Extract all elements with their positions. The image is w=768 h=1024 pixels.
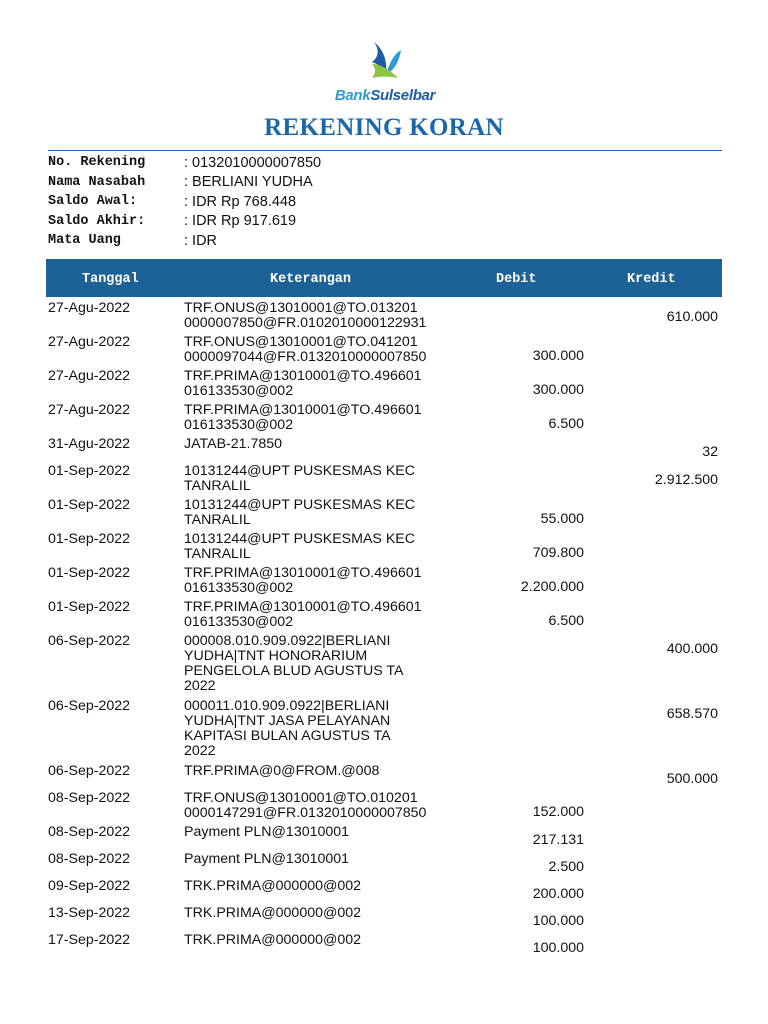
info-row-closing-balance — [48, 212, 321, 232]
transaction-date: 08-Sep-2022 — [48, 790, 131, 806]
transaction-date: 27-Agu-2022 — [48, 334, 131, 350]
debit-amount: 100.000 — [532, 913, 584, 929]
credit-amount: 610.000 — [666, 309, 718, 325]
table-row — [48, 335, 724, 369]
description-line: 016133530@002 — [184, 614, 294, 630]
table-row — [48, 403, 724, 437]
table-row — [48, 301, 724, 335]
column-header-credit: Kredit — [627, 272, 676, 287]
transaction-date: 27-Agu-2022 — [48, 300, 131, 316]
account-number-label: No. Rekening — [48, 155, 146, 171]
bank-logo — [330, 40, 440, 106]
transaction-description — [184, 532, 474, 562]
column-header-date: Tanggal — [82, 272, 139, 287]
transaction-date: 27-Agu-2022 — [48, 402, 131, 418]
debit-amount: 152.000 — [532, 804, 584, 820]
description-line: PENGELOLA BLUD AGUSTUS TA — [184, 663, 404, 679]
description-line: 10131244@UPT PUSKESMAS KEC — [184, 531, 416, 547]
table-row — [48, 464, 724, 498]
description-line: TRF.ONUS@13010001@TO.041201 — [184, 334, 418, 350]
transactions-table-body — [48, 301, 724, 960]
description-line: 10131244@UPT PUSKESMAS KEC — [184, 497, 416, 513]
customer-name-label: Nama Nasabah — [48, 174, 146, 190]
description-line: JATAB-21.7850 — [184, 436, 283, 452]
transaction-description — [184, 791, 474, 821]
transaction-description — [184, 600, 474, 630]
description-line: TRK.PRIMA@000000@002 — [184, 932, 362, 948]
transaction-description — [184, 301, 474, 331]
column-header-description: Keterangan — [270, 272, 352, 287]
table-row — [48, 532, 724, 566]
transaction-description — [184, 566, 474, 596]
table-row — [48, 437, 724, 464]
closing-balance-value: : IDR Rp 917.619 — [184, 213, 297, 230]
credit-amount: 658.570 — [666, 706, 718, 722]
description-line: 016133530@002 — [184, 417, 294, 433]
table-row — [48, 600, 724, 634]
description-line: 2022 — [184, 743, 216, 759]
table-row — [48, 566, 724, 600]
description-line: YUDHA|TNT HONORARIUM — [184, 648, 368, 664]
transaction-date: 01-Sep-2022 — [48, 531, 131, 547]
transaction-date: 08-Sep-2022 — [48, 824, 131, 840]
description-line: 000008.010.909.0922|BERLIANI — [184, 633, 391, 649]
currency-label: Mata Uang — [48, 233, 121, 249]
title-divider — [48, 150, 722, 151]
transaction-date: 31-Agu-2022 — [48, 436, 131, 452]
description-line: 10131244@UPT PUSKESMAS KEC — [184, 463, 416, 479]
description-line: TRF.PRIMA@13010001@TO.496601 — [184, 368, 422, 384]
description-line: TANRALIL — [184, 478, 251, 494]
customer-name-value: : BERLIANI YUDHA — [184, 174, 313, 191]
transaction-description — [184, 335, 474, 365]
table-row — [48, 791, 724, 825]
table-row — [48, 369, 724, 403]
description-line: 2022 — [184, 678, 216, 694]
description-line: YUDHA|TNT JASA PELAYANAN — [184, 713, 391, 729]
opening-balance-label: Saldo Awal: — [48, 194, 138, 210]
transaction-date: 06-Sep-2022 — [48, 633, 131, 649]
transaction-date: 01-Sep-2022 — [48, 565, 131, 581]
description-line: TRF.ONUS@13010001@TO.013201 — [184, 300, 418, 316]
transaction-description — [184, 764, 474, 779]
table-row — [48, 825, 724, 852]
transaction-description — [184, 498, 474, 528]
description-line: TRF.PRIMA@13010001@TO.496601 — [184, 402, 422, 418]
description-line: 016133530@002 — [184, 580, 294, 596]
description-line: TRK.PRIMA@000000@002 — [184, 905, 362, 921]
table-row — [48, 852, 724, 879]
transaction-description — [184, 403, 474, 433]
transaction-date: 01-Sep-2022 — [48, 497, 131, 513]
debit-amount: 2.500 — [548, 859, 584, 875]
bank-logo-text: BankSulselbar — [334, 87, 436, 104]
description-line: KAPITASI BULAN AGUSTUS TA — [184, 728, 391, 744]
currency-value: : IDR — [184, 232, 218, 249]
transaction-description — [184, 852, 474, 867]
description-line: TANRALIL — [184, 512, 251, 528]
debit-amount: 100.000 — [532, 940, 584, 956]
debit-amount: 6.500 — [548, 416, 584, 432]
credit-amount: 400.000 — [666, 641, 718, 657]
transaction-date: 13-Sep-2022 — [48, 905, 131, 921]
transaction-date: 06-Sep-2022 — [48, 763, 131, 779]
transaction-date: 06-Sep-2022 — [48, 698, 131, 714]
transaction-description — [184, 906, 474, 921]
transaction-description — [184, 933, 474, 948]
transaction-description — [184, 464, 474, 494]
transactions-table-header — [46, 259, 722, 297]
transaction-description — [184, 634, 474, 694]
transaction-description — [184, 699, 474, 759]
transaction-description — [184, 825, 474, 840]
opening-balance-value: : IDR Rp 768.448 — [184, 193, 297, 210]
table-row — [48, 933, 724, 960]
debit-amount: 300.000 — [532, 382, 584, 398]
description-line: 000011.010.909.0922|BERLIANI — [184, 698, 390, 714]
description-line: TANRALIL — [184, 546, 251, 562]
description-line: TRF.PRIMA@0@FROM.@008 — [184, 763, 380, 779]
description-line: TRF.PRIMA@13010001@TO.496601 — [184, 599, 422, 615]
info-row-opening-balance — [48, 192, 321, 212]
description-line: 016133530@002 — [184, 383, 294, 399]
column-header-debit: Debit — [496, 272, 537, 287]
transaction-date: 01-Sep-2022 — [48, 599, 131, 615]
transaction-date: 08-Sep-2022 — [48, 851, 131, 867]
description-line: TRK.PRIMA@000000@002 — [184, 878, 362, 894]
table-row — [48, 699, 724, 764]
credit-amount: 32 — [702, 444, 718, 460]
page-title: REKENING KORAN — [264, 114, 504, 141]
debit-amount: 200.000 — [532, 886, 584, 902]
debit-amount: 55.000 — [540, 511, 584, 527]
debit-amount: 709.800 — [532, 545, 584, 561]
description-line: Payment PLN@13010001 — [184, 824, 350, 840]
account-number-value: : 0132010000007850 — [184, 154, 322, 171]
debit-amount: 2.200.000 — [520, 579, 584, 595]
credit-amount: 2.912.500 — [654, 472, 718, 488]
description-line: TRF.ONUS@13010001@TO.010201 — [184, 790, 418, 806]
table-row — [48, 906, 724, 933]
transaction-description — [184, 879, 474, 894]
debit-amount: 6.500 — [548, 613, 584, 629]
description-line: 0000007850@FR.0102010000122931 — [184, 315, 427, 331]
transaction-date: 09-Sep-2022 — [48, 878, 131, 894]
description-line: Payment PLN@13010001 — [184, 851, 350, 867]
transaction-description — [184, 437, 474, 452]
table-row — [48, 634, 724, 699]
bank-logo-icon — [368, 40, 402, 86]
description-line: 0000147291@FR.0132010000007850 — [184, 805, 427, 821]
info-row-customer-name — [48, 173, 321, 193]
description-line: 0000097044@FR.0132010000007850 — [184, 349, 427, 365]
debit-amount: 217.131 — [532, 832, 584, 848]
transaction-date: 01-Sep-2022 — [48, 463, 131, 479]
table-row — [48, 498, 724, 532]
description-line: TRF.PRIMA@13010001@TO.496601 — [184, 565, 422, 581]
info-row-currency — [48, 231, 321, 251]
info-row-account-number — [48, 153, 321, 173]
transaction-date: 17-Sep-2022 — [48, 932, 131, 948]
table-row — [48, 879, 724, 906]
closing-balance-label: Saldo Akhir: — [48, 213, 146, 229]
transaction-description — [184, 369, 474, 399]
table-row — [48, 764, 724, 791]
transaction-date: 27-Agu-2022 — [48, 368, 131, 384]
credit-amount: 500.000 — [666, 771, 718, 787]
debit-amount: 300.000 — [532, 348, 584, 364]
account-info — [48, 153, 321, 251]
